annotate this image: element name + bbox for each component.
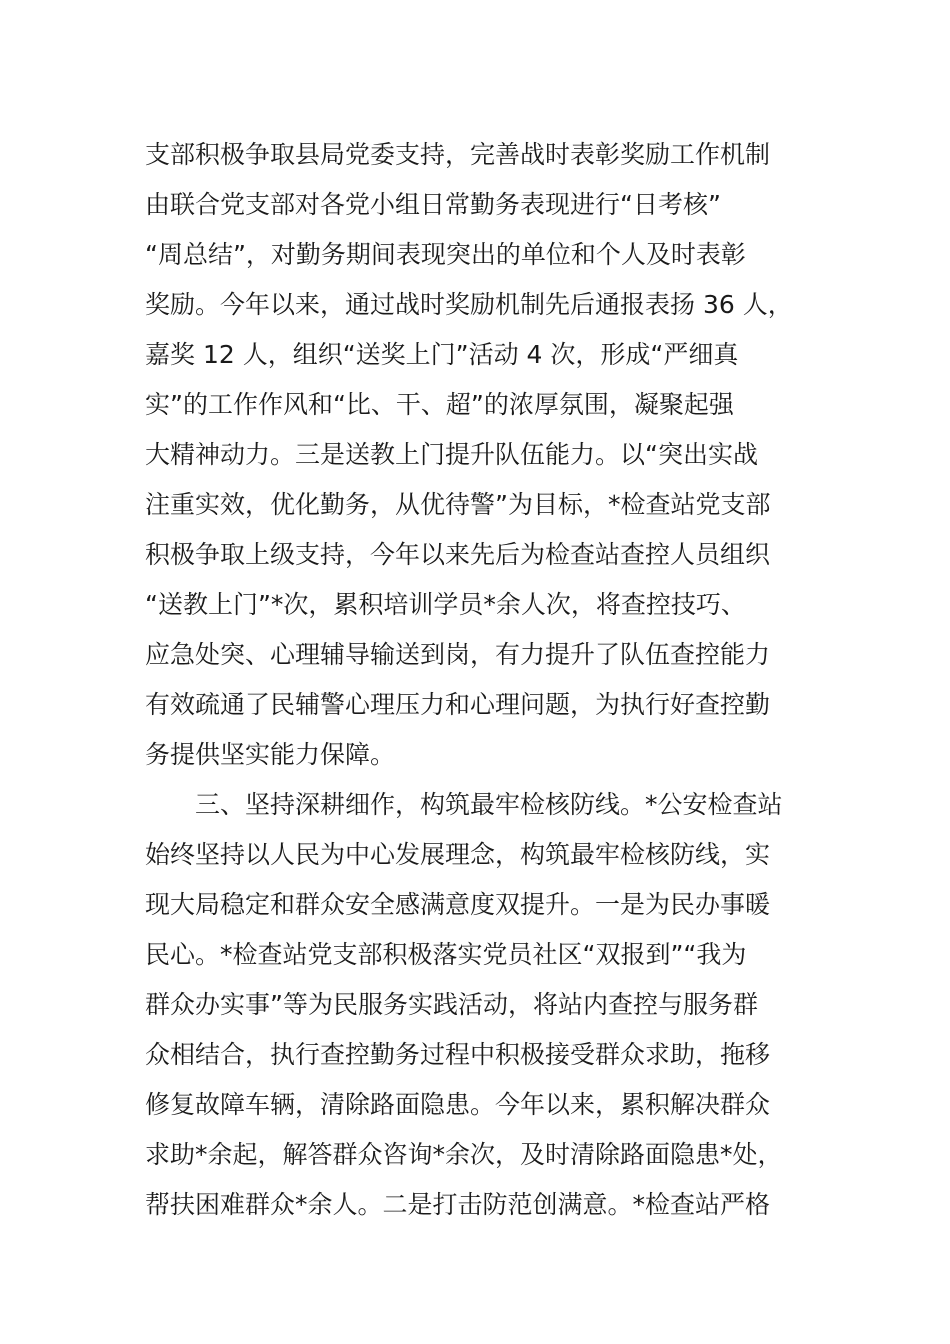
text-line: 务提供坚实能力保障。 [145,740,396,769]
text-line: “周总结”，对勤务期间表现突出的单位和个人及时表彰 [145,240,746,269]
text-line: 帮扶困难群众*余人。二是打击防范创满意。*检查站严格 [145,1190,771,1219]
text-line: 支部积极争取县局党委支持，完善战时表彰奖励工作机制 [145,140,771,169]
text-line: 众相结合，执行查控勤务过程中积极接受群众求助，拖移 [145,1040,771,1069]
text-line: 奖励。今年以来，通过战时奖励机制先后通报表扬 36 人， [145,290,793,319]
text-line: 嘉奖 12 人，组织“送奖上门”活动 4 次，形成“严细真 [145,340,739,369]
text-line: 实”的工作作风和“比、干、超”的浓厚氛围，凝聚起强 [145,390,734,419]
text-line: 积极争取上级支持，今年以来先后为检查站查控人员组织 [145,540,771,569]
text-line: 大精神动力。三是送教上门提升队伍能力。以“突出实战 [145,440,758,469]
text-line: 始终坚持以人民为中心发展理念，构筑最牢检核防线，实 [145,840,771,869]
body-text [145,130,815,1230]
text-line: 现大局稳定和群众安全感满意度双提升。一是为民办事暖 [145,890,771,919]
text-line: 民心。*检查站党支部积极落实党员社区“双报到”“我为 [145,940,747,969]
text-line: 群众办实事”等为民服务实践活动，将站内查控与服务群 [145,990,758,1019]
text-line: “送教上门”*次，累积培训学员*余人次，将查控技巧、 [145,590,746,619]
section-heading-line: 三、坚持深耕细作，构筑最牢检核防线。*公安检查站 [195,790,783,819]
text-line: 应急处突、心理辅导输送到岗，有力提升了队伍查控能力 [145,640,771,669]
text-line: 求助*余起，解答群众咨询*余次，及时清除路面隐患*处， [145,1140,783,1169]
text-line: 由联合党支部对各党小组日常勤务表现进行“日考核” [145,190,721,219]
text-line: 注重实效，优化勤务，从优待警”为目标，*检查站党支部 [145,490,771,519]
text-line: 有效疏通了民辅警心理压力和心理问题，为执行好查控勤 [145,690,771,719]
text-line: 修复故障车辆，清除路面隐患。今年以来，累积解决群众 [145,1090,771,1119]
